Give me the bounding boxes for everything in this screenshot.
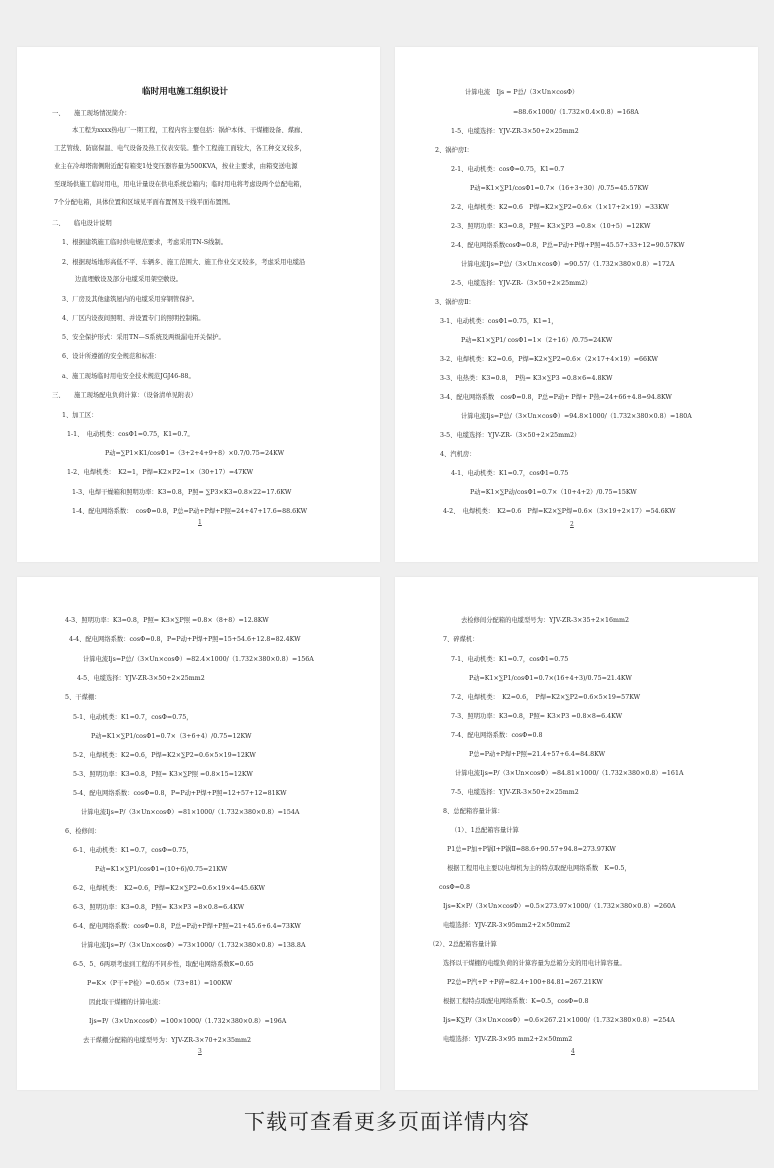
text-line: 3-4、配电网络系数 cosΦ=0.8，P总=P动+ P焊+ P热=24+66+4.8=94.8KW [440,394,672,401]
text-line: 8、总配箱容量计算： [443,808,504,815]
text-line: 6-3、照明功率：K3=0.8，P照= K3×P3 =8×0.8=6.4KW [73,904,245,911]
text-line: 计算电流Ijs=P/（3×Un×cosΦ）=84.81×1000/（1.732×380×0.8）=161A [455,770,684,777]
text-line: 7-2、电焊机类： K2=0.6， P焊=K2×∑P2=0.6×5×19=57KW [451,694,641,701]
text-line: P动=K1×∑P1/cosΦ1=0.7×(16+4+3)/0.75=21.4KW [469,675,632,682]
text-line: Ijs=K∑P/（3×Un×cosΦ）=0.6×267.21×1000/（1.732×380×0.8）=254A [443,1017,675,1024]
text-line: 二、 临电设计说明 [52,220,112,227]
text-line: 根据工程特点取配电网络系数：K=0.5，cosΦ=0.8 [443,998,589,1005]
text-line: 6-1、电动机类：K1=0.7，cosΦ=0.75， [73,847,193,854]
text-line: 1-5、电缆选择：YJV-ZR-3×50+2×25mm2 [451,128,579,135]
text-line: P动=K1×∑P1/ cosΦ1=1×（2+16）/0.75=24KW [461,337,613,344]
text-line: 因此取干煤棚的计算电流： [89,999,165,1006]
download-more-prompt[interactable]: 下载可查看更多页面详情内容 [244,1110,530,1134]
text-line: 2-1、电动机类：cosΦ=0.75，K1=0.7 [451,166,565,173]
text-line: cosΦ=0.8 [439,884,471,891]
text-line: 计算电流 Ijs = P总/（3×Un×cosΦ） [465,89,579,96]
text-line: 3、厂房及其他建筑屋内的电缆采用穿钢管保护。 [62,296,199,303]
document-page-2 [395,47,758,562]
text-line: P总=P动+P焊+P照=21.4+57+6.4=84.8KW [469,751,606,758]
document-page-1 [17,47,380,562]
text-line: 2、根据现场地形高低不平、车辆多、施工范围大、施工作业交叉较多，考虑采用电缆沿 [62,259,306,266]
text-line: 至现场供施工临时用电，用电计量设在供电系统总箱内；临时用电将考虑设两个总配电箱， [54,181,306,188]
text-line: 7-4、配电网络系数：cosΦ=0.8 [451,732,543,739]
text-line: 2、锅炉房Ⅰ： [435,147,473,154]
text-line: =88.6×1000/（1.732×0.4×0.8）=168A [513,109,639,116]
text-line: 去检修间分配箱的电缆型号为：YJV-ZR-3×35+2×16mm2 [461,617,629,624]
text-line: 1-3、电焊干燥箱和照明功率：K3=0.8，P照= ∑P3×K3=0.8×22=17.6KW [72,489,292,496]
text-line: 6-5、5、6两项考虑到工程的不同步性，取配电网络系数K=0.65 [73,961,254,968]
text-line: 2-4、配电网络系数cosΦ=0.8，P总=P动+P焊+P照=45.57+33+12=90.57KW [451,242,685,249]
text-line: 1-4、配电网络系数： cosΦ=0.8，P总=P动+P焊+P照=24+47+17.6=88.6KW [72,508,308,515]
text-line: 1-1、 电动机类：cosΦ1=0.75，K1=0.7。 [67,431,194,438]
page-number: 1 [198,519,202,526]
text-line: 3-2、电焊机类：K2=0.6，P焊=K2×∑P2=0.6×（2×17+4×19）=66KW [440,356,659,363]
text-line: 3-3、电热类：K3=0.8， P热= K3×∑P3 =0.8×6=4.8KW [440,375,613,382]
text-line: P2总=P汽+P +P碎=82.4+100+84.81=267.21KW [447,979,603,986]
text-line: 计算电流Ijs=P总/（3×Un×cosΦ）=82.4×1000/（1.732×380×0.8）=156A [83,656,314,663]
text-line: 5-3、照明功率：K3=0.8，P照= K3×∑P照 =0.8×15=12KW [73,771,253,778]
text-line: a、施工现场临时用电安全技术规范JGJ46-88。 [62,373,195,380]
text-line: 5-2、电焊机类：K2=0.6，P焊=K2×∑P2=0.6×5×19=12KW [73,752,256,759]
text-line: 5、干煤棚： [65,694,101,701]
page-number: 2 [570,521,574,528]
document-page-4 [395,577,758,1090]
text-line: 电缆选择：YJV-ZR-3×95mm2+2×50mm2 [443,922,571,929]
text-line: 3、锅炉房Ⅱ： [435,299,475,306]
text-line: 6-2、电焊机类： K2=0.6，P焊=K2×∑P2=0.6×19×4=45.6KW [73,885,266,892]
text-line: 根据工程用电主要以电焊机为主的特点取配电网络系数 K=0.5， [447,865,631,872]
text-line: Ijs=K×P/（3×Un×cosΦ）=0.5×273.97×1000/（1.732×380×0.8）=260A [443,903,676,910]
text-line: 7-5、电缆选择：YJV-ZR-3×50+2×25mm2 [451,789,579,796]
text-line: 选择以干煤棚的电缆负荷的计算容量为总箱分支的用电计算容量。 [443,960,626,967]
text-line: 4、汽机房： [440,451,476,458]
text-line: 2-5、电缆选择：YJV-ZR-（3×50+2×25mm2） [451,280,592,287]
text-line: 6-4、配电网络系数：cosΦ=0.8，P总=P动+P焊+P照=21+45.6+6.4=73KW [73,923,301,930]
text-line: 5-1、电动机类：K1=0.7，cosΦ=0.75， [73,714,193,721]
text-line: 本工程为xxxx热电厂一期工程，工程内容主要包括：锅炉本体、干煤棚设备、煤廊、 [72,127,307,134]
text-line: 3-1、电动机类：cosΦ1=0.75，K1=1， [440,318,558,325]
text-line: P动=K1×∑P1/cosΦ1=(10+6)/0.75=21KW [95,866,228,873]
text-line: 计算电流Ijs=P/（3×Un×cosΦ）=81×1000/（1.732×380×0.8）=154A [81,809,300,816]
text-line: 7-3、照明功率：K3=0.8，P照= K3×P3 =0.8×8=6.4KW [451,713,623,720]
text-line: 4-4、配电网络系数：cosΦ=0.8，P=P动+P焊+P照=15+54.6+12.8=82.4KW [69,636,301,643]
text-line: 1、加工区： [62,412,98,419]
text-line: 6、检修间： [65,828,101,835]
text-line: 5-4、配电网络系数：cosΦ=0.8，P=P动+P焊+P照=12+57+12=81KW [73,790,287,797]
text-line: P动=K1×∑P1/cosΦ1=0.7×（16+3+30）/0.75=45.57KW [470,185,649,192]
text-line: P=K×（P干+P检）=0.65×（73+81）=100KW [87,980,233,987]
text-line: 1、根据建筑施工临时供电规范要求，考虑采用TN-S线制。 [62,239,227,246]
text-line: 2-2、电焊机类：K2=0.6 P焊=K2×∑P2=0.6×（1×17+2×19）=33KW [451,204,670,211]
text-line: P动=∑P1×K1/cosΦ1=（3+2+4+9+8）×0.7/0.75=24KW [105,450,285,457]
page-number: 3 [198,1048,202,1055]
text-line: 业主在冷却塔南侧附近配有箱变1处变压器容量为500KVA，按业主要求，由箱变送电源 [54,163,298,170]
text-line: 5、安全保护形式：采用TN—S系统及两级漏电开关保护。 [62,334,225,341]
text-line: 计算电流Ijs=P总/（3×Un×cosΦ）=94.8×1000/（1.732×380×0.8）=180A [461,413,692,420]
text-line: 计算电流Ijs=P/（3×Un×cosΦ）=73×1000/（1.732×380×0.8）=138.8A [81,942,306,949]
text-line: 7、碎煤机： [443,636,479,643]
text-line: 4-3、照明功率：K3=0.8，P照= K3×∑P照 =0.8×（8+8）=12.8KW [65,617,269,624]
text-line: P动=K1×∑P动/cosΦ1=0.7×（10+4+2）/0.75=15KW [470,489,637,496]
text-line: 去干煤棚分配箱的电缆型号为：YJV-ZR-3×70+2×35mm2 [83,1037,251,1044]
text-line: 2-3、照明功率：K3=0.8，P照= K3×∑P3 =0.8×（10+5）=12KW [451,223,651,230]
text-line: 工艺管线、防腐保温、电气设备及热工仪表安装。整个工程施工面较大，各工种交叉较多， [54,145,306,152]
text-line: 三、 施工现场配电负荷计算：（设备清单见附表） [52,392,197,399]
text-line: 7个分配电箱，具体位置和区域见平面布置图及干线平面布置图。 [54,199,235,206]
text-line: 4-1、电动机类：K1=0.7，cosΦ1=0.75 [451,470,569,477]
text-line: 3-5、电缆选择：YJV-ZR-（3×50+2×25mm2） [440,432,581,439]
text-line: P1总=P加+P锅Ⅰ+P锅Ⅱ=88.6+90.57+94.8=273.97KW [447,846,616,853]
text-line: 6、设计所遵循的安全规范和标准： [62,353,161,360]
document-title: 临时用电施工组织设计 [142,87,228,97]
text-line: （1）、1总配箱容量计算 [451,827,519,834]
page-number: 4 [571,1048,575,1055]
text-line: （2）、2总配箱容量计算 [429,941,497,948]
text-line: P动=K1×∑P1/cosΦ1=0.7×（3+6+4）/0.75=12KW [91,733,252,740]
text-line: 1-2、电焊机类： K2=1，P焊=K2×P2=1×（30+17）=47KW [67,469,254,476]
text-line: 4-5、电缆选择：YJV-ZR-3×50+2×25mm2 [77,675,205,682]
text-line: 7-1、电动机类：K1=0.7，cosΦ1=0.75 [451,656,569,663]
text-line: 4、厂区内设夜间照明、并设置专门的照明控制箱。 [62,315,205,322]
text-line: 一、 施工现场情况简介： [52,110,131,117]
text-line: 计算电流Ijs=P总/（3×Un×cosΦ）=90.57/（1.732×380×0.8）=172A [461,261,675,268]
text-line: 4-2、 电焊机类： K2=0.6 P焊=K2×∑P焊=0.6×（3×19+2×17）=54.6KW [443,508,676,515]
text-line: Ijs=P/（3×Un×cosΦ）=100×1000/（1.732×380×0.8）=196A [89,1018,287,1025]
document-page-3 [17,577,380,1090]
text-line: 边直埋敷设及部分电缆采用架空敷设。 [75,276,183,283]
text-line: 电缆选择：YJV-ZR-3×95 mm2+2×50mm2 [443,1036,573,1043]
